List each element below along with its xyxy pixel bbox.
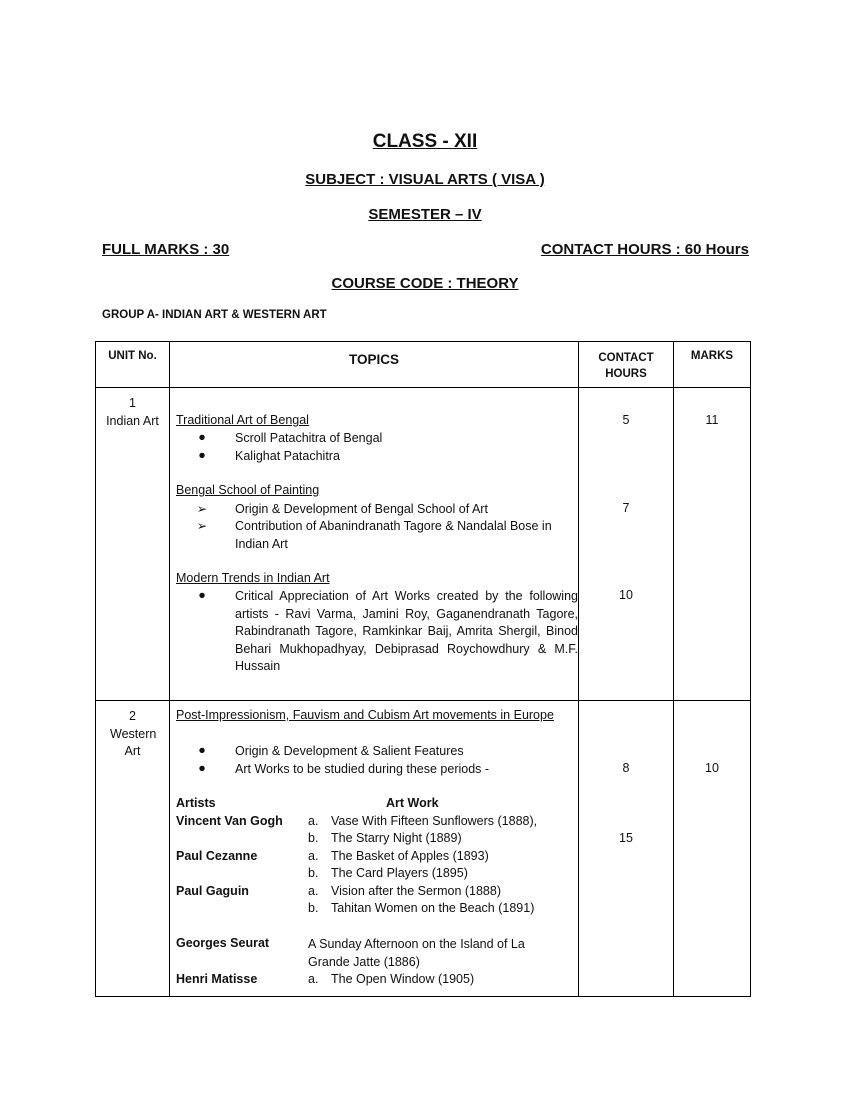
topics-cell — [170, 701, 579, 997]
unit-cell — [96, 701, 170, 997]
header-unit: UNIT No. — [96, 342, 170, 388]
bullet-icon: ● — [198, 588, 206, 602]
header-topics: TOPICS — [170, 342, 579, 388]
topic-item: Kalighat Patachitra — [235, 449, 340, 463]
hours-value: 15 — [619, 831, 633, 845]
section-title: Bengal School of Painting — [176, 483, 320, 497]
bullet-icon: ● — [198, 448, 206, 462]
artist-name: Georges Seurat — [176, 936, 270, 950]
subject-heading: SUBJECT : VISUAL ARTS ( VISA ) — [305, 171, 545, 188]
hours-cell — [579, 388, 674, 701]
topic-item: Origin & Development & Salient Features — [235, 744, 464, 758]
artwork-title: The Open Window (1905) — [331, 972, 475, 986]
list-item — [182, 588, 582, 678]
unit-name: Indian Art — [106, 413, 159, 428]
marks-value: 11 — [705, 413, 719, 427]
unit-number: 2 — [129, 709, 136, 723]
artwork-title: The Basket of Apples (1893) — [331, 849, 489, 863]
hours-value: 7 — [622, 501, 630, 515]
artwork-title: Vision after the Sermon (1888) — [331, 884, 502, 898]
topic-item: Origin & Development of Bengal School of Art — [235, 502, 488, 516]
hours-value: 5 — [622, 413, 630, 427]
artwork-title: A Sunday Afternoon on the Island of La Grande Jatte (1886) — [308, 937, 525, 969]
full-marks: FULL MARKS : 30 — [102, 241, 230, 258]
artwork-header: Art Work — [386, 796, 439, 810]
artwork-marker: b. — [308, 831, 319, 845]
artist-name: Henri Matisse — [176, 972, 258, 986]
table-row — [96, 388, 751, 701]
hours-value: 8 — [622, 761, 630, 775]
header-hours-line2: HOURS — [605, 368, 647, 380]
bullet-icon: ● — [198, 743, 206, 757]
group-heading: GROUP A- INDIAN ART & WESTERN ART — [102, 309, 327, 321]
bullet-icon: ● — [198, 761, 206, 775]
table-header-row — [96, 342, 751, 388]
header-hours-line1: CONTACT — [598, 352, 654, 364]
unit-cell — [96, 388, 170, 701]
artwork-title: Vase With Fifteen Sunflowers (1888), — [331, 814, 538, 828]
list-item — [182, 518, 582, 554]
hours-cell — [579, 701, 674, 997]
list-item — [182, 743, 582, 761]
unit-number: 1 — [129, 396, 136, 410]
section-title: Post-Impressionism, Fauvism and Cubism Art movements in Europe — [176, 708, 554, 722]
topic-item: Critical Appreciation of Art Works created by the following artists - Ravi Varma, Jamini Roy, Gaganendranath Tagore, Rabindranath Tagore, Ramkinkar Baij, Amrita Shergil, Binod Behari Mukhopadhyay, Debiprasad Roychowdhury & M.F. Hussain — [235, 589, 578, 673]
header-marks: MARKS — [674, 342, 751, 388]
hours-value: 10 — [619, 588, 633, 602]
artwork-title: The Card Players (1895) — [331, 866, 468, 880]
syllabus-table — [95, 341, 751, 997]
artist-name: Paul Gaguin — [176, 884, 249, 898]
artist-name: Vincent Van Gogh — [176, 814, 283, 828]
semester-heading: SEMESTER – IV — [368, 206, 482, 223]
artwork-marker: b. — [308, 866, 319, 880]
section-title: Traditional Art of Bengal — [176, 413, 309, 427]
artwork-marker: a. — [308, 884, 319, 898]
arrow-bullet-icon: ➢ — [196, 519, 208, 533]
class-title: CLASS - XII — [372, 131, 478, 152]
list-item — [182, 501, 582, 519]
marks-value: 10 — [705, 761, 719, 775]
topic-item: Scroll Patachitra of Bengal — [235, 431, 383, 445]
topic-item: Contribution of Abanindranath Tagore & Nandalal Bose in Indian Art — [235, 519, 552, 551]
section-title: Modern Trends in Indian Art — [176, 571, 330, 585]
topic-item: Art Works to be studied during these periods - — [235, 762, 490, 776]
artwork-title: Tahitan Women on the Beach (1891) — [331, 901, 535, 915]
artwork-marker: b. — [308, 901, 319, 915]
bullet-icon: ● — [198, 430, 206, 444]
table-row — [96, 701, 751, 997]
artwork-marker: a. — [308, 849, 319, 863]
contact-hours: CONTACT HOURS : 60 Hours — [540, 241, 749, 258]
header-contact-hours — [579, 342, 674, 388]
topics-cell — [170, 388, 579, 701]
marks-cell — [674, 701, 751, 997]
artwork-marker: a. — [308, 814, 319, 828]
unit-name: Western Art — [110, 726, 157, 758]
artists-header: Artists — [176, 796, 216, 810]
artwork-title: The Starry Night (1889) — [331, 831, 462, 845]
course-code: COURSE CODE : THEORY — [331, 275, 519, 292]
list-item — [182, 448, 582, 466]
list-item — [182, 761, 582, 779]
marks-cell — [674, 388, 751, 701]
artwork-marker: a. — [308, 972, 319, 986]
artist-name: Paul Cezanne — [176, 849, 258, 863]
arrow-bullet-icon: ➢ — [196, 502, 208, 516]
